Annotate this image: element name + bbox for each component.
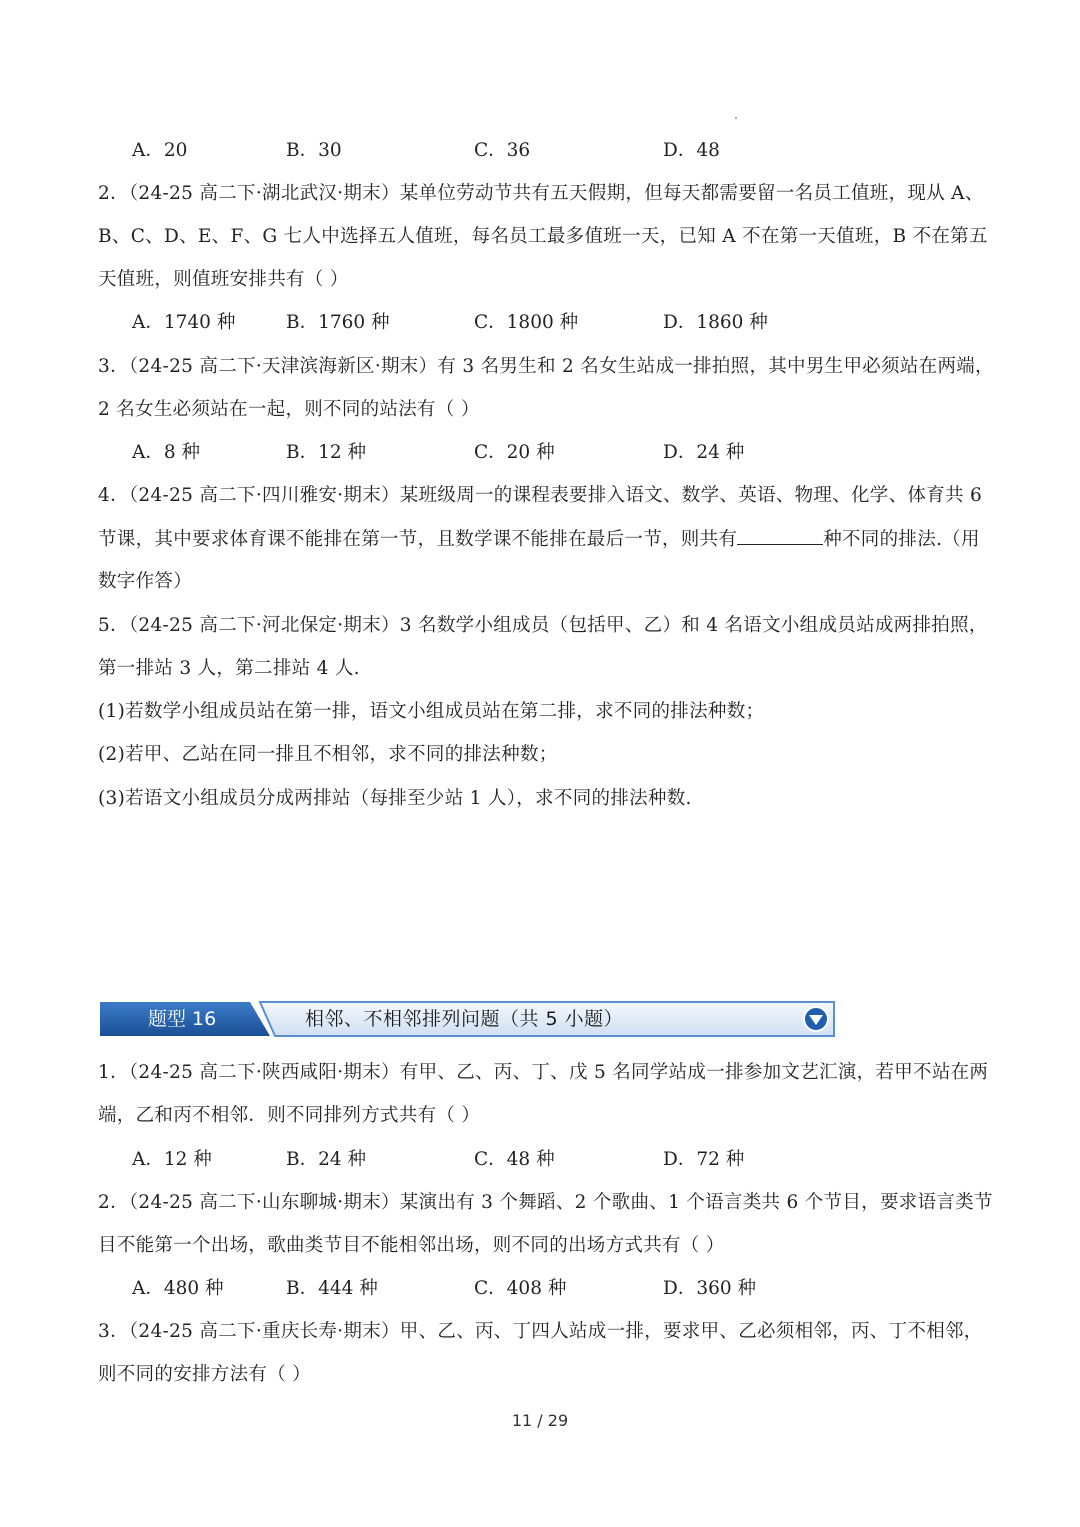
option-c: C．408 种 [474,1278,567,1299]
question-5-part-2: (2)若甲、乙站在同一排且不相邻，求不同的排法种数； [98,744,558,765]
s-question-3-line-2: 则不同的安排方法有（ ） [98,1364,311,1385]
s-question-1-line-2: 端，乙和丙不相邻．则不同排列方式共有（ ） [98,1105,481,1126]
s-question-3-line-1: 3．（24-25 高二下·重庆长寿·期末）甲、乙、丙、丁四人站成一排，要求甲、乙必须相邻，丙、丁不相邻， [98,1321,983,1342]
s-question-1-options [132,1147,932,1173]
section-badge: 题型 16 [148,1008,217,1030]
question-5-part-1: (1)若数学小组成员站在第一排，语文小组成员站在第二排，求不同的排法种数； [98,701,765,722]
question-3-line-2: 2 名女生必须站在一起，则不同的站法有（ ） [98,399,480,420]
option-d: D．360 种 [663,1278,757,1299]
option-c: C．20 种 [474,442,555,463]
option-b: B．30 [286,140,342,161]
option-a: A．8 种 [132,442,201,463]
option-b: B．12 种 [286,442,367,463]
option-b: B．24 种 [286,1149,367,1170]
question-3-options [132,440,932,466]
question-2-line-2: B、C、D、E、F、G 七人中选择五人值班，每名员工最多值班一天，已知 A 不在第一天值班，B 不在第五 [98,226,988,247]
option-b: B．444 种 [286,1278,378,1299]
option-d: D．1860 种 [663,312,768,333]
option-a: A．480 种 [132,1278,224,1299]
option-d: D．48 [663,140,720,161]
option-c: C．48 种 [474,1149,555,1170]
section-header [100,1000,836,1038]
option-a: A．1740 种 [132,312,236,333]
option-d: D．72 种 [663,1149,745,1170]
option-c: C．36 [474,140,531,161]
question-4-text-before-blank: 节课，其中要求体育课不能排在第一节，且数学课不能排在最后一节，则共有 [98,529,738,550]
s-question-2-line-1: 2．（24-25 高二下·山东聊城·期末）某演出有 3 个舞蹈、2 个歌曲、1 个语言类共 6 个节目，要求语言类节 [98,1192,993,1213]
question-4-line-2 [98,526,988,553]
option-d: D．24 种 [663,442,745,463]
question-3-line-1: 3．（24-25 高二下·天津滨海新区·期末）有 3 名男生和 2 名女生站成一排拍照，其中男生甲必须站在两端， [98,356,994,377]
question-2-line-1: 2．（24-25 高二下·湖北武汉·期末）某单位劳动节共有五天假期，但每天都需要留一名员工值班，现从 A、 [98,183,984,204]
question-5-line-2: 第一排站 3 人，第二排站 4 人. [98,658,360,679]
option-a: A．12 种 [132,1149,212,1170]
s-question-2-line-2: 目不能第一个出场，歌曲类节目不能相邻出场，则不同的出场方式共有（ ） [98,1235,725,1256]
option-a: A．20 [132,140,188,161]
s-question-2-options [132,1276,932,1302]
page-number: 11 / 29 [511,1411,569,1430]
question-4-text-after-blank: 种不同的排法.（用 [823,529,980,550]
section-title: 相邻、不相邻排列问题（共 5 小题） [305,1008,624,1030]
answer-blank[interactable] [737,526,823,545]
s-question-1-line-1: 1．（24-25 高二下·陕西咸阳·期末）有甲、乙、丙、丁、戊 5 名同学站成一排参加文艺汇演，若甲不站在两 [98,1062,989,1083]
option-c: C．1800 种 [474,312,579,333]
prev-question-options [132,138,932,164]
question-5-part-3: (3)若语文小组成员分成两排站（每排至少站 1 人），求不同的排法种数. [98,788,692,809]
scan-speck [735,117,737,119]
question-2-line-3: 天值班，则值班安排共有（ ） [98,269,349,290]
chevron-down-circle-icon [804,1007,828,1031]
option-b: B．1760 种 [286,312,390,333]
question-5-line-1: 5．（24-25 高二下·河北保定·期末）3 名数学小组成员（包括甲、乙）和 4 名语文小组成员站成两排拍照， [98,615,988,636]
question-4-line-3: 数字作答） [98,571,193,592]
question-4-line-1: 4．（24-25 高二下·四川雅安·期末）某班级周一的课程表要排入语文、数学、英语、物理、化学、体育共 6 [98,485,983,506]
question-2-options [132,310,932,336]
